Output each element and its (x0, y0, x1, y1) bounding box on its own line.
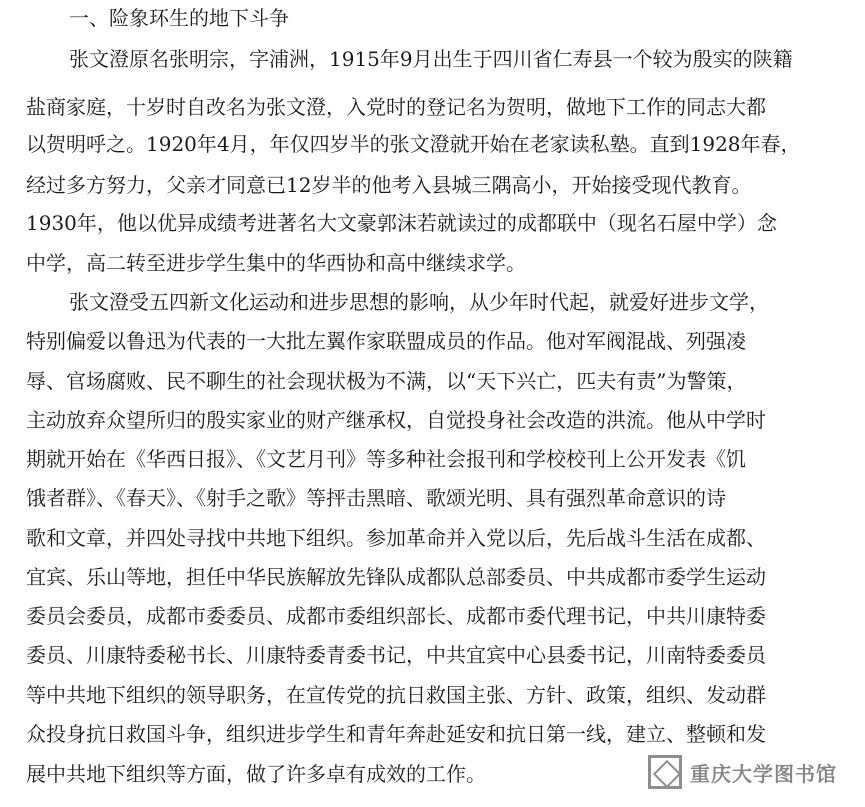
paragraph-line: 宜宾、乐山等地，担任中华民族解放先锋队成都队总部委员、中共成都市委学生运动 (26, 565, 766, 589)
library-logo-icon (648, 755, 682, 789)
paragraph-line: 歌和文章，并四处寻找中共地下组织。参加革命并入党以后，先后战斗生活在成都、 (26, 526, 766, 550)
paragraph-line: 以贺明呼之。1920年4月，年仅四岁半的张文澄就开始在老家读私塾。直到1928年春， (26, 132, 801, 156)
paragraph-line: 饿者群》、《春天》、《射手之歌》等抨击黑暗、歌颂光明、具有强烈革命意识的诗 (26, 486, 726, 510)
paragraph-line: 众投身抗日救国斗争，组织进步学生和青年奔赴延安和抗日第一线，建立、整顿和发 (26, 722, 766, 746)
paragraph-line: 经过多方努力，父亲才同意已12岁半的他考入县城三隅高小，开始接受现代教育。 (26, 173, 752, 197)
paragraph-line: 1930年，他以优异成绩考进著名大文豪郭沫若就读过的成都联中（现名石屋中学）念 (26, 211, 777, 235)
library-watermark (648, 755, 837, 789)
watermark-text: 重庆大学图书馆 (690, 761, 837, 786)
paragraph-line: 张文澄受五四新文化运动和进步思想的影响，从少年时代起，就爱好进步文学， (69, 290, 769, 314)
paragraph-line: 展中共地下组织等方面，做了许多卓有成效的工作。 (26, 762, 486, 786)
paragraph-line: 特别偏爱以鲁迅为代表的一大批左翼作家联盟成员的作品。他对军阀混战、列强凌 (26, 329, 746, 353)
paragraph-line: 委员会委员，成都市委委员、成都市委组织部长、成都市委代理书记，中共川康特委 (26, 604, 766, 628)
paragraph-line: 期就开始在《华西日报》、《文艺月刊》等多种社会报刊和学校校刊上公开发表《饥 (26, 447, 746, 471)
section-heading: 一、险象环生的地下斗争 (69, 6, 289, 30)
paragraph-line: 中学，高二转至进步学生集中的华西协和高中继续求学。 (26, 251, 526, 275)
paragraph-line: 委员、川康特委秘书长、川康特委青委书记，中共宜宾中心县委书记，川南特委委员 (26, 643, 766, 667)
paragraph-line: 等中共地下组织的领导职务，在宣传党的抗日救国主张、方针、政策，组织、发动群 (26, 683, 766, 707)
paragraph-line: 主动放弃众望所归的殷实家业的财产继承权，自觉投身社会改造的洪流。他从中学时 (26, 408, 766, 432)
paragraph-line: 辱、官场腐败、民不聊生的社会现状极为不满，以“天下兴亡，匹夫有责”为警策， (26, 369, 747, 393)
paragraph-line: 盐商家庭，十岁时自改名为张文澄，入党时的登记名为贺明，做地下工作的同志大都 (26, 95, 766, 119)
paragraph-line: 张文澄原名张明宗，字浦洲，1915年9月出生于四川省仁寿县一个较为殷实的陕籍 (69, 47, 793, 71)
